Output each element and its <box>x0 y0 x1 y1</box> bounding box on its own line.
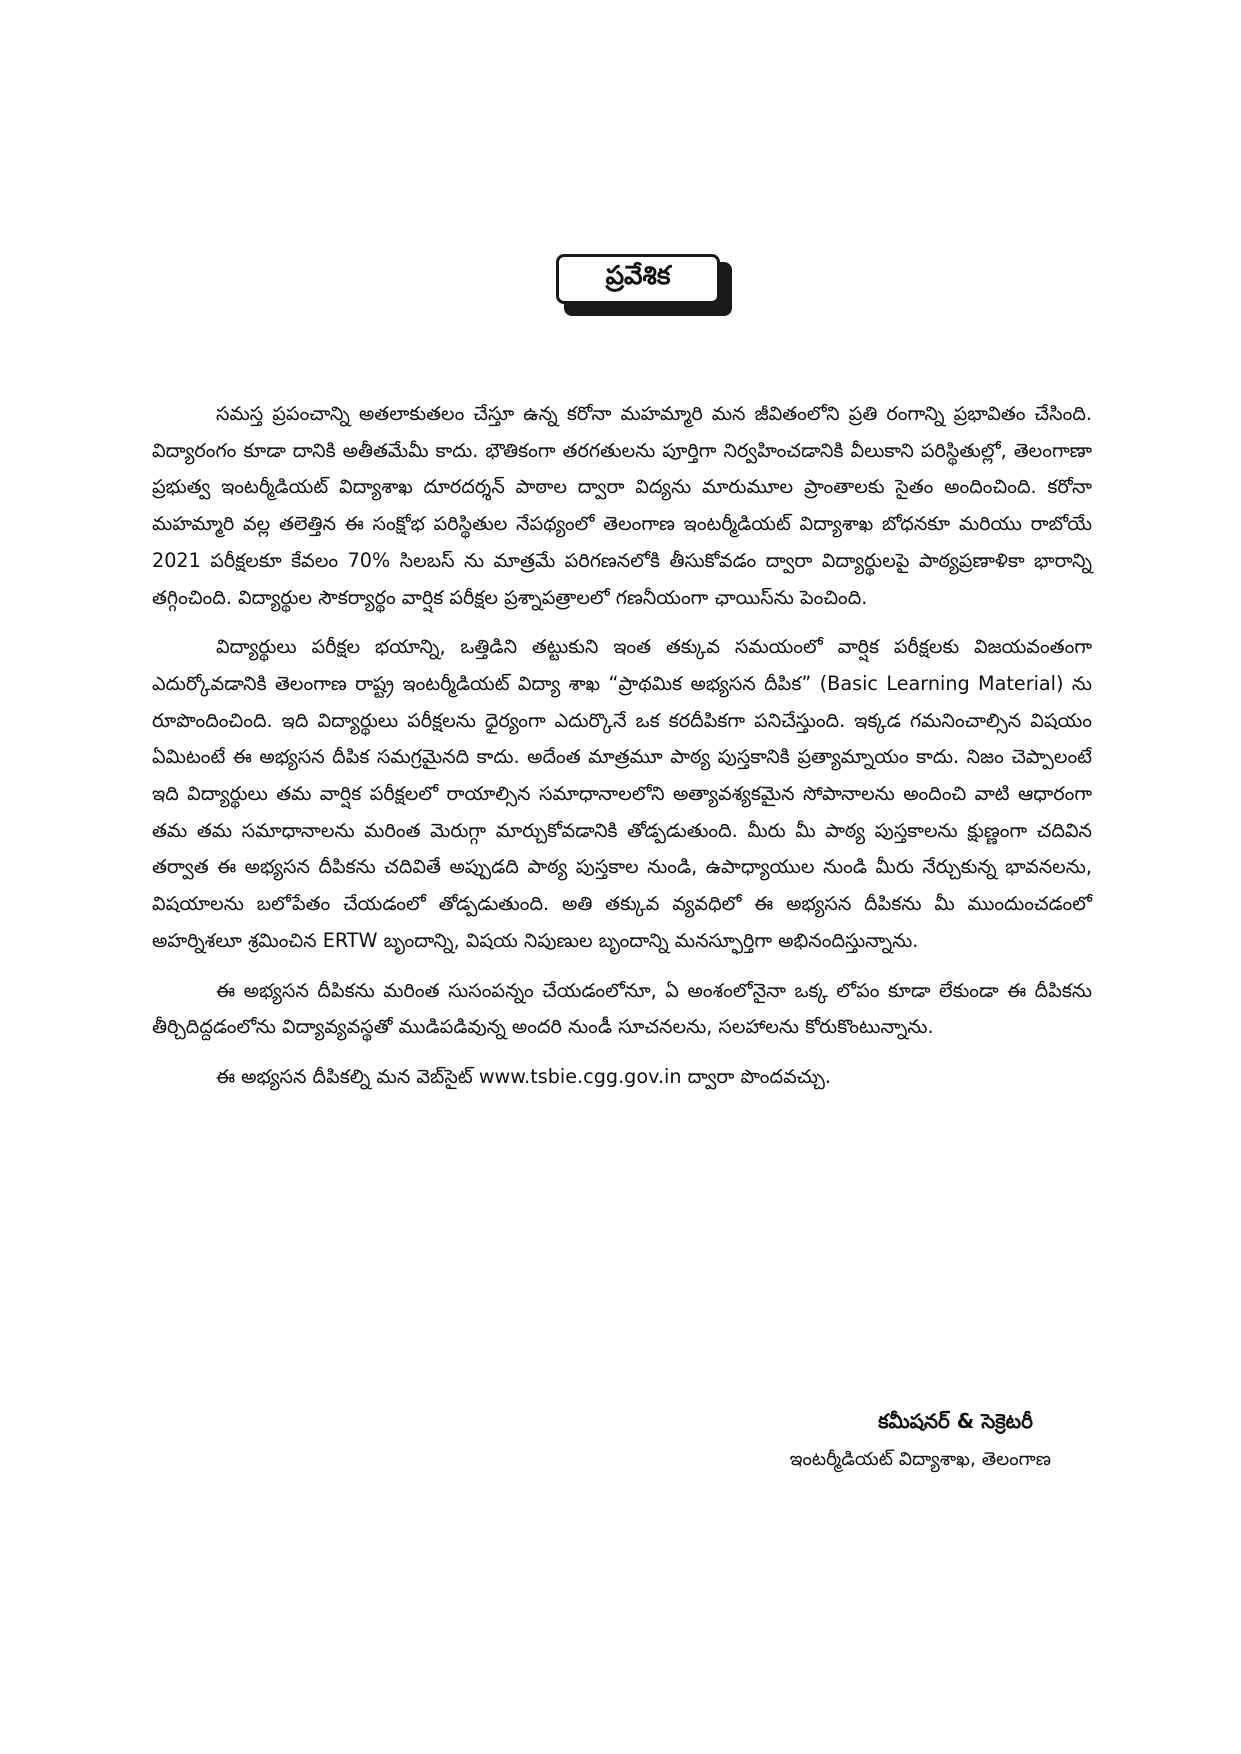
page-title: ప్రవేశిక <box>556 254 720 304</box>
body-text <box>152 396 1092 1109</box>
paragraph-4: ఈ అభ్యసన దీపికల్ని మన వెబ్‌సైట్ www.tsbie.cgg.gov.in ద్వారా పొందవచ్చు. <box>216 1064 831 1088</box>
paragraph-1: సమస్త ప్రపంచాన్ని అతలాకుతలం చేస్తూ ఉన్న కరోనా మహమ్మారి మన జీవితంలోని ప్రతి రంగాన్ని ప్రభావితం చేసింది. విద్యారంగం కూడా దానికి అతీతమేమీ కాదు. భౌతికంగా తరగతులను పూర్తిగా నిర్వహించడానికి వీలుకాని పరిస్థితుల్లో, తెలంగాణా ప్రభుత్వ ఇంటర్మీడియట్ విద్యాశాఖ దూరదర్శన్ పాఠాల ద్వారా విద్యను మారుమూల ప్రాంతాలకు సైతం అందించింది. కరోనా మహమ్మారి వల్ల తలెత్తిన ఈ సంక్షోభ పరిస్థితుల నేపథ్యంలో తెలంగాణ ఇంటర్మీడియట్ విద్యాశాఖ బోధనకూ మరియు రాబోయే 2021 పరీక్షలకూ కేవలం 70% సిలబస్ ను మాత్రమే పరిగణనలోకి తీసుకోవడం ద్వారా విద్యార్థులపై పాఠ్యప్రణాళికా భారాన్ని తగ్గించింది. విద్యార్థుల సౌకర్యార్థం వార్షిక పరీక్షల ప్రశ్నాపత్రాలలో గణనీయంగా ఛాయిస్‌ను పెంచింది. <box>152 402 1092 609</box>
signature-block <box>790 1401 1051 1479</box>
paragraph-3: ఈ అభ్యసన దీపికను మరింత సుసంపన్నం చేయడంలోనూ, ఏ అంశంలోనైనా ఒక్క లోపం కూడా లేకుండా ఈ దీపికను తీర్చిదిద్దడంలోను విద్యావ్యవస్థతో ముడిపడివున్న అందరి నుండీ సూచనలను, సలహాలను కోరుకొంటున్నాను. <box>152 978 1092 1039</box>
page-title-frame <box>556 254 732 316</box>
signatory-organization: ఇంటర్మీడియట్ విద్యాశాఖ, తెలంగాణ <box>789 1449 1051 1470</box>
signatory-title: కమీషనర్ & సెక్రెటరీ <box>878 1409 1033 1433</box>
paragraph-2: విద్యార్థులు పరీక్షల భయాన్ని, ఒత్తిడిని తట్టుకుని ఇంత తక్కువ సమయంలో వార్షిక పరీక్షలకు విజయవంతంగా ఎదుర్కోవడానికి తెలంగాణ రాష్ట్ర ఇంటర్మీడియట్ విద్యా శాఖ “ప్రాథమిక అభ్యసన దీపిక” (Basic Learning Material) ను రూపొందించింది. ఇది విద్యార్థులు పరీక్షలను ధైర్యంగా ఎదుర్కొనే ఒక కరదీపికగా పనిచేస్తుంది. ఇక్కడ గమనించాల్సిన విషయం ఏమిటంటే ఈ అభ్యసన దీపిక సమగ్రమైనది కాదు. అదేంత మాత్రమూ పాఠ్య పుస్తకానికి ప్రత్యామ్నాయం కాదు. నిజం చెప్పాలంటే ఇది విద్యార్థులు తమ వార్షిక పరీక్షలలో రాయాల్సిన సమాధానాలలోని అత్యావశ్యకమైన సోపానాలను అందించి వాటి ఆధారంగా తమ తమ సమాధానాలను మరింత మెరుగ్గా మార్చుకోవడానికి తోడ్పడుతుంది. మీరు మీ పాఠ్య పుస్తకాలను క్షుణ్ణంగా చదివిన తర్వాత ఈ అభ్యసన దీపికను చదివితే అప్పుడది పాఠ్య పుస్తకాల నుండి, ఉపాధ్యాయుల నుండి మీరు నేర్చుకున్న భావనలను, విషయాలను బలోపేతం చేయడంలో తోడ్పడుతుంది. అతి తక్కువ వ్యవధిలో ఈ అభ్యసన దీపికను మీ ముందుంచడంలో అహర్నిశలూ శ్రమించిన ERTW బృందాన్ని, విషయ నిపుణుల బృందాన్ని మనస్ఫూర్తిగా అభినందిస్తున్నాను. <box>152 635 1092 952</box>
